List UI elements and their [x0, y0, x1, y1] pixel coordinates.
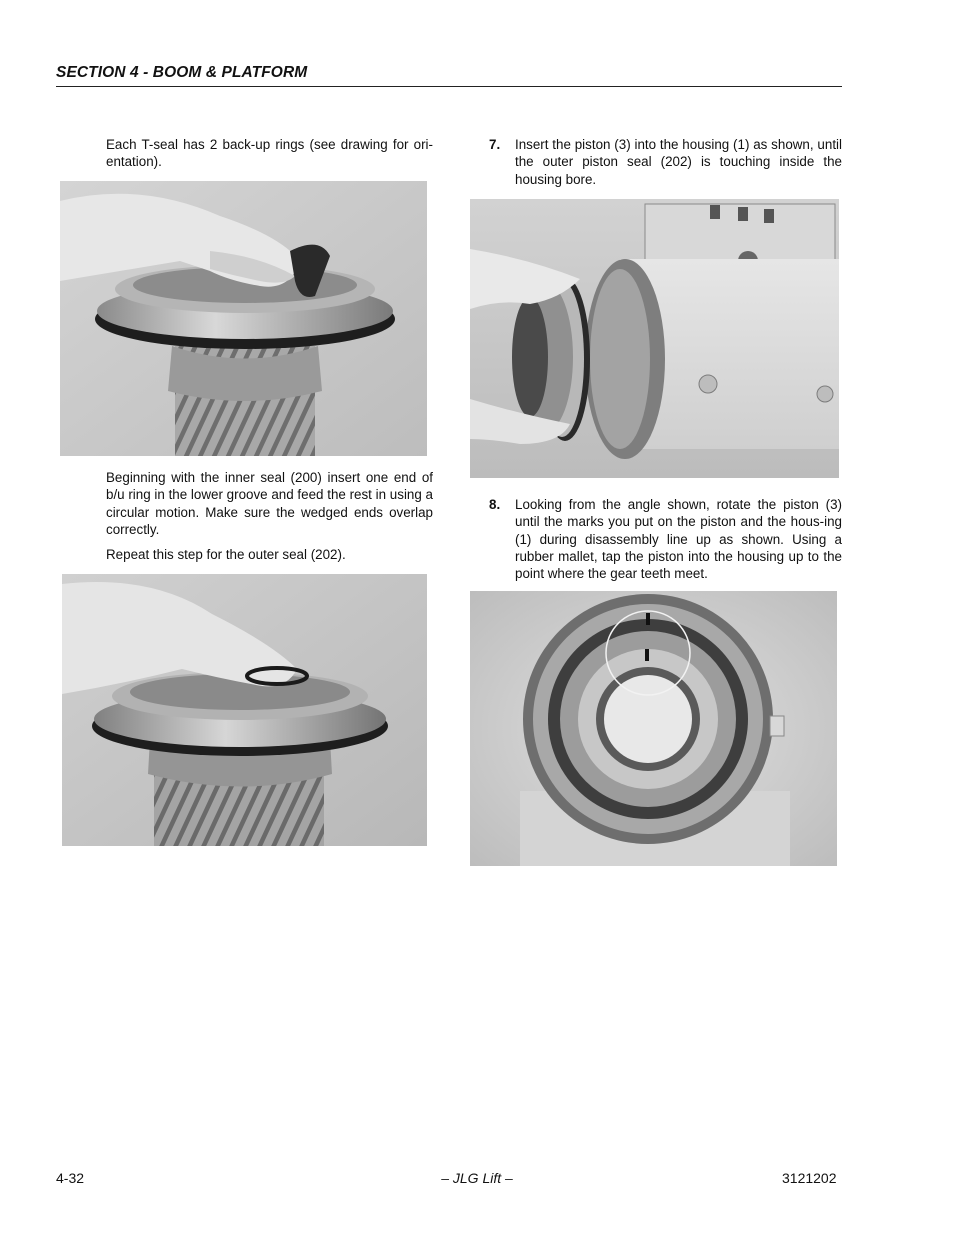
photo-seal-backup-ring-2	[62, 574, 427, 846]
step-7	[489, 136, 842, 190]
photo-alignment-marks	[470, 591, 837, 866]
footer-center-text: – JLG Lift –	[441, 1170, 513, 1186]
instruction-text: Beginning with the inner seal (200) insert one end of b/u ring in the lower groove and feed the rest in using a circular motion. Make sure the wedged ends overlap correctly.	[106, 470, 433, 537]
section-header	[56, 64, 842, 87]
repeat-text: Repeat this step for the outer seal (202).	[106, 547, 346, 562]
photo-piston-insertion	[470, 199, 839, 478]
intro-text: Each T-seal has 2 back-up rings (see drawing for ori-entation).	[106, 137, 433, 170]
step-text: Looking from the angle shown, rotate the piston (3) until the marks you put on the piston and the hous-ing (1) during disassembly line up as shown. Using a rubber mallet, tap the piston into the housing up to the point where the gear teeth meet.	[515, 497, 842, 582]
step-8	[489, 496, 842, 586]
footer-doc-number: 3121202	[782, 1170, 837, 1186]
step-text: Insert the piston (3) into the housing (1) as shown, until the outer piston seal (202) is touching inside the housing bore.	[515, 137, 842, 187]
photo-seal-backup-ring-1	[60, 181, 427, 456]
step-number: 7.	[489, 137, 501, 152]
section-title: SECTION 4 - BOOM & PLATFORM	[56, 64, 308, 81]
step-number: 8.	[489, 497, 501, 512]
footer-page-number: 4-32	[56, 1170, 85, 1186]
